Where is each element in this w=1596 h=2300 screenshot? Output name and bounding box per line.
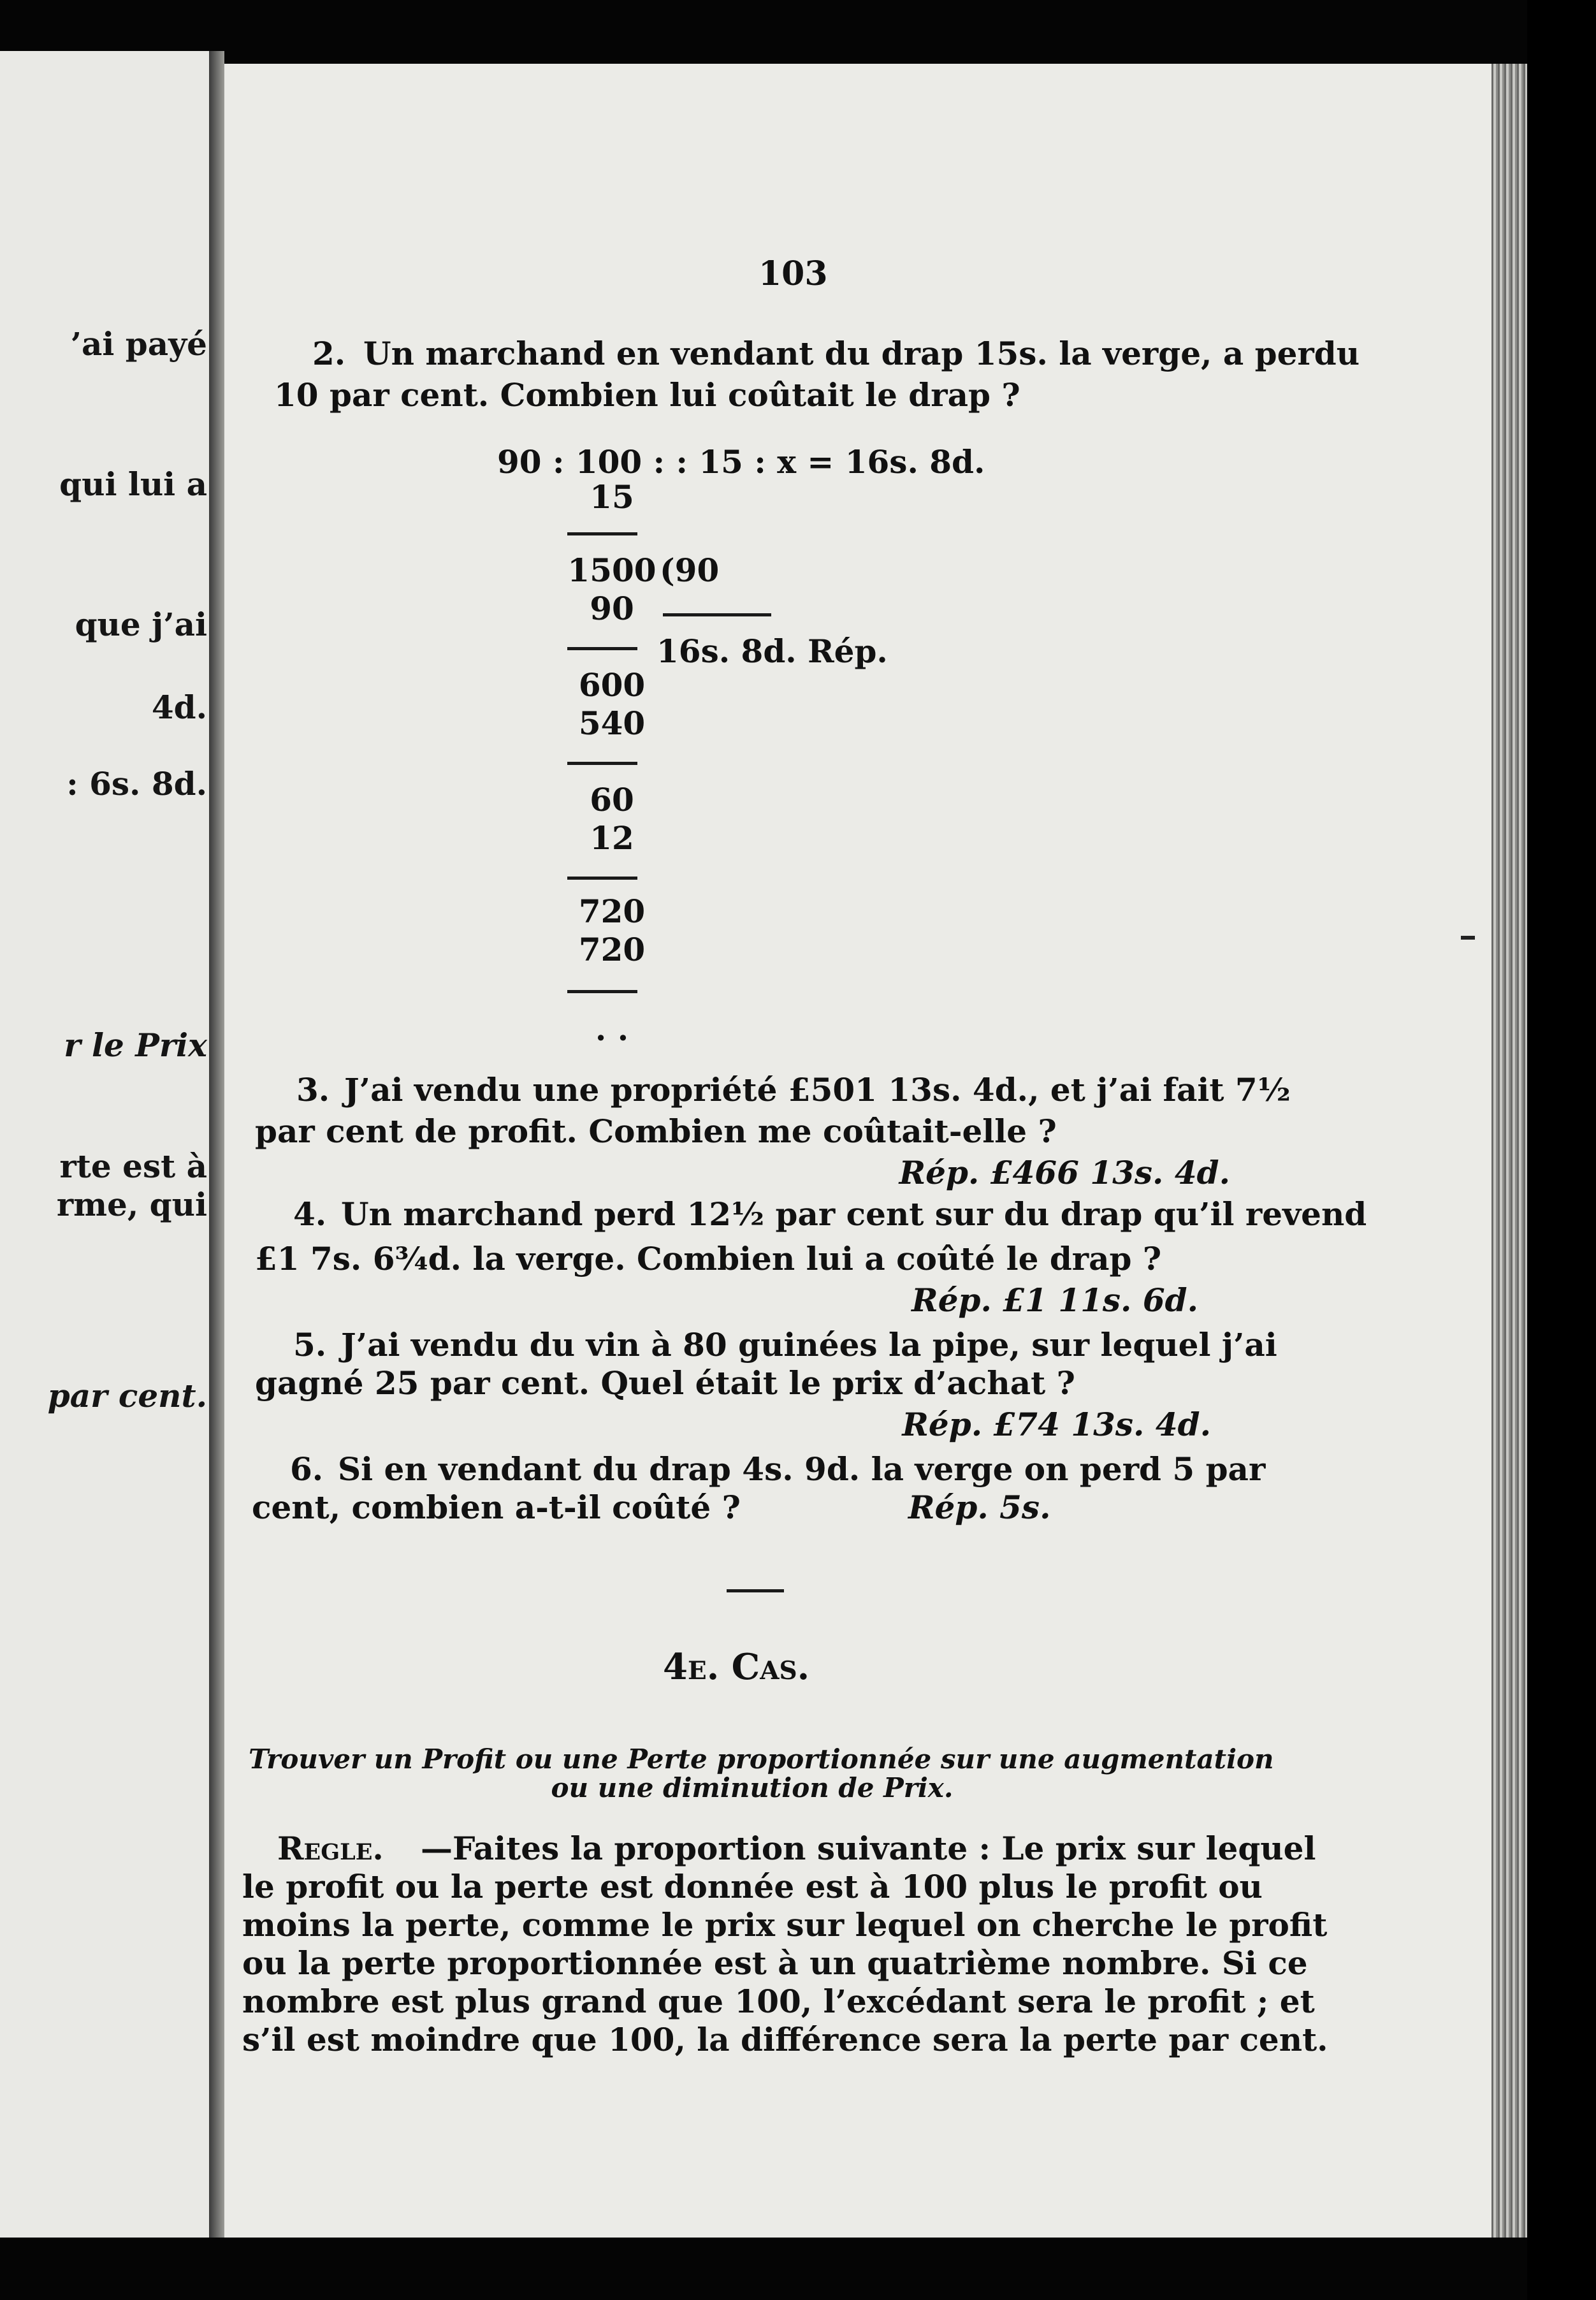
problem-6-line-1: Si en vendant du drap 4s. 9d. la verge on perd 5 par [338, 1450, 1266, 1488]
rule-line-2: le profit ou la perte est donnée est à 100 plus le profit ou [242, 1868, 1263, 1905]
section-divider [727, 1589, 784, 1592]
left-fragment: que j’ai [75, 606, 207, 643]
work-row: 12 [590, 819, 634, 857]
problem-6-number: 6. [290, 1450, 324, 1488]
margin-mark [1461, 936, 1475, 940]
work-row: 15 [590, 478, 634, 516]
rule-line-6: s’il est moindre que 100, la différence sera la perte par cent. [242, 2021, 1328, 2058]
problem-6-line-2: cent, combien a-t-il coûté ? [252, 1488, 741, 1526]
rule-line-1: —Faites la proportion suivante : Le prix sur lequel [421, 1830, 1316, 1867]
work-rule [663, 613, 771, 616]
left-fragment: par cent. [47, 1377, 207, 1415]
problem-5-line-1: J’ai vendu du vin à 80 guinées la pipe, sur lequel j’ai [341, 1326, 1277, 1364]
left-fragment: qui lui a [59, 465, 207, 503]
left-fragment: 4d. [151, 688, 207, 726]
page-number: 103 [758, 254, 828, 293]
work-row: 720 [578, 931, 646, 968]
left-fragment: rme, qui [56, 1186, 207, 1223]
problem-6-answer: Rép. 5s. [908, 1488, 1051, 1526]
work-row: 1500 [567, 551, 657, 589]
problem-5-answer: Rép. £74 13s. 4d. [902, 1406, 1211, 1443]
work-rule [567, 990, 637, 993]
work-row: 60 [590, 781, 634, 819]
background-border [1527, 0, 1596, 2300]
section-heading: 4e. Cas. [663, 1646, 810, 1688]
section-subtitle-line-1: Trouver un Profit ou une Perte proportionnée sur une augmentation [249, 1743, 1274, 1775]
rule-line-4: ou la perte proportionnée est à un quatrième nombre. Si ce [242, 1944, 1308, 1982]
problem-2-proportion: 90 : 100 : : 15 : x = 16s. 8d. [497, 443, 985, 481]
problem-2-line-1: Un marchand en vendant du drap 15s. la verge, a perdu [363, 335, 1360, 372]
problem-5-number: 5. [293, 1326, 327, 1364]
problem-2-line-2: 10 par cent. Combien lui coûtait le drap ? [274, 376, 1020, 414]
work-quotient: 16s. 8d. Rép. [657, 632, 888, 670]
problem-3-answer: Rép. £466 13s. 4d. [899, 1154, 1230, 1191]
problem-4-line-2: £1 7s. 6¾d. la verge. Combien lui a coûté le drap ? [255, 1240, 1162, 1277]
problem-5-line-2: gagné 25 par cent. Quel était le prix d’achat ? [255, 1364, 1075, 1402]
problem-4-number: 4. [293, 1195, 327, 1233]
section-subtitle-line-2: ou une diminution de Prix. [551, 1772, 954, 1803]
work-divisor: (90 [660, 551, 720, 589]
work-row: . . [595, 1010, 629, 1048]
work-row: 720 [578, 892, 646, 930]
work-rule [567, 877, 637, 880]
work-row: 90 [590, 590, 634, 627]
problem-3-line-1: J’ai vendu une propriété £501 13s. 4d., et j’ai fait 7½ [344, 1071, 1291, 1109]
work-rule [567, 532, 637, 535]
rule-line-5: nombre est plus grand que 100, l’excédant sera le profit ; et [242, 1983, 1315, 2020]
rule-label: Regle. [277, 1830, 384, 1867]
work-row: 600 [578, 666, 646, 704]
problem-2-number: 2. [312, 335, 346, 372]
problem-3-line-2: par cent de profit. Combien me coûtait-elle ? [255, 1112, 1057, 1150]
problem-3-number: 3. [296, 1071, 330, 1109]
work-rule [567, 647, 637, 650]
problem-4-answer: Rép. £1 11s. 6d. [911, 1281, 1198, 1319]
work-row: 540 [578, 704, 646, 742]
left-fragment: ’ai payé [70, 325, 207, 363]
gutter-shadow [209, 51, 224, 2238]
left-page-fragment [0, 51, 209, 2238]
left-fragment: r le Prix [64, 1026, 207, 1064]
rule-line-3: moins la perte, comme le prix sur lequel on cherche le profit [242, 1906, 1328, 1944]
left-fragment: : 6s. 8d. [66, 765, 207, 803]
work-rule [567, 762, 637, 765]
problem-4-line-1: Un marchand perd 12½ par cent sur du drap qu’il revend [341, 1195, 1367, 1233]
left-fragment: rte est à [59, 1147, 207, 1185]
page-edge [1491, 64, 1527, 2238]
